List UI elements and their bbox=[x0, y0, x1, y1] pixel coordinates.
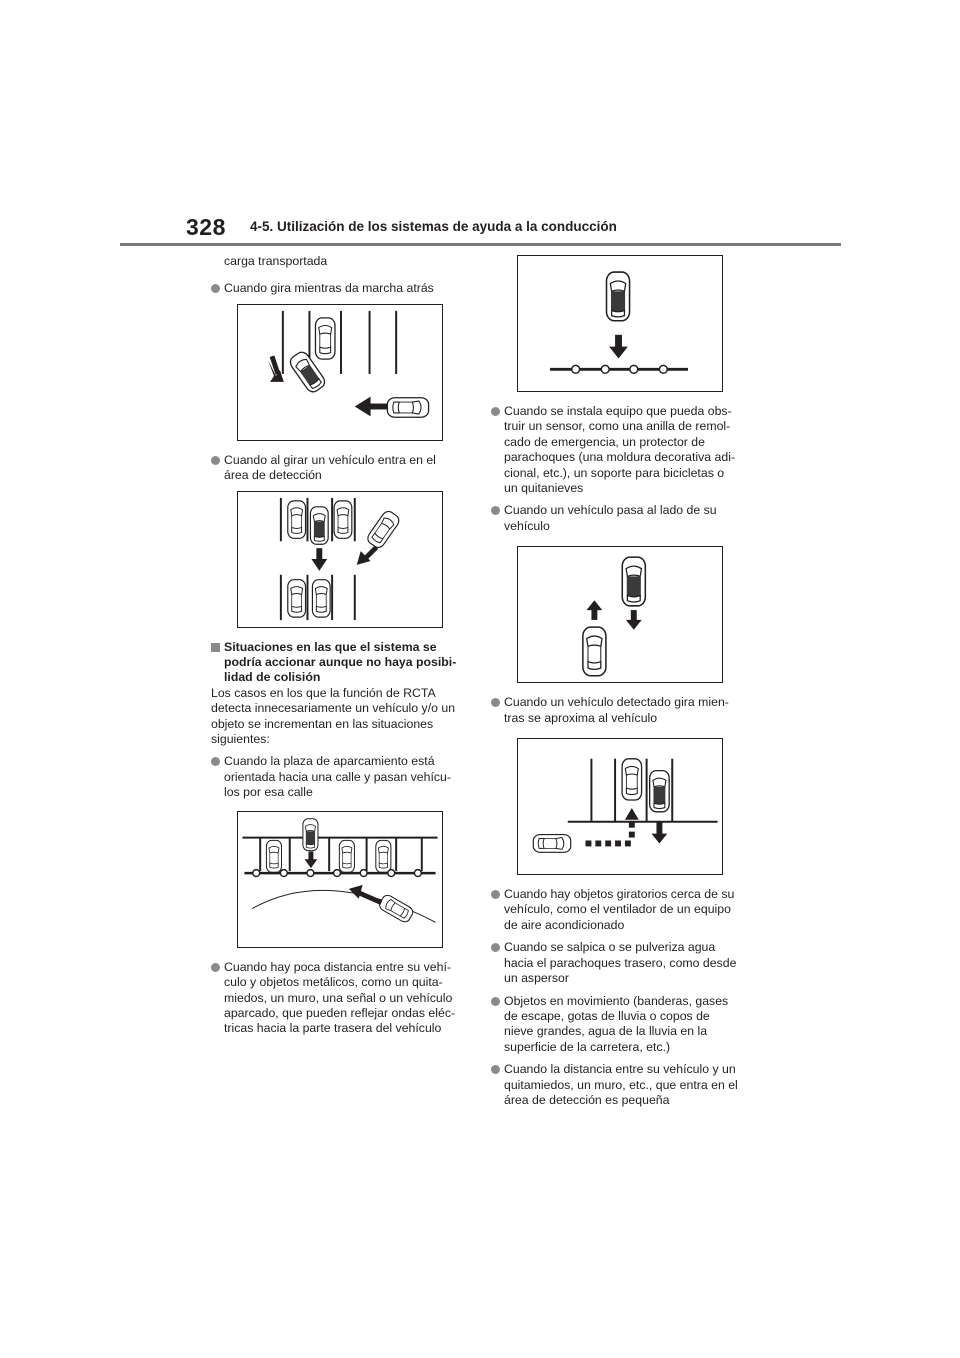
bullet-rotating bbox=[491, 887, 746, 902]
bullet-text: Cuando gira mientras da marcha atrás bbox=[224, 281, 434, 296]
bullet-dot-icon bbox=[491, 890, 500, 899]
figure-equipment bbox=[517, 255, 723, 392]
bullet-text-cont: un quitanieves bbox=[504, 481, 584, 496]
bullet-text-cont: área de detección bbox=[224, 468, 322, 483]
bullet-text-cont: miedos, un muro, una señal o un vehículo bbox=[224, 990, 453, 1005]
bullet-text: Cuando se instala equipo que pueda obs- bbox=[504, 404, 732, 418]
figure-turn-reverse bbox=[237, 304, 443, 441]
paragraph-line: detecta innecesariamente un vehículo y/o un bbox=[211, 701, 456, 716]
bullet-water bbox=[491, 940, 746, 955]
heading-square-icon bbox=[211, 643, 220, 652]
bullet-dot-icon bbox=[211, 284, 220, 293]
heading-false-activation bbox=[211, 640, 466, 655]
right-column bbox=[491, 255, 746, 1108]
bullet-equipment bbox=[491, 404, 746, 419]
section-title: 4-5. Utilización de los sistemas de ayuda a la conducción bbox=[250, 219, 617, 234]
bullet-text-cont: culo y objetos metálicos, como un quita- bbox=[224, 975, 443, 990]
bullet-text-cont: truir un sensor, como una anilla de remol- bbox=[504, 419, 731, 434]
bullet-text: Cuando al girar un vehículo entra en el bbox=[224, 452, 436, 467]
figure-turn-enter bbox=[237, 491, 443, 628]
bullet-text-cont: vehículo bbox=[504, 518, 550, 533]
figure-passing bbox=[517, 546, 723, 683]
bullet-text: Cuando un vehículo pasa al lado de su bbox=[504, 503, 717, 518]
bullet-turn-reverse bbox=[211, 281, 466, 296]
bullet-text-cont: tras se aproxima al vehículo bbox=[504, 710, 658, 725]
bullet-dot-icon bbox=[491, 997, 500, 1006]
bullet-passing bbox=[491, 503, 746, 518]
bullet-text-cont: área de detección es pequeña bbox=[504, 1092, 670, 1107]
bullet-text-cont: parachoques (una moldura decorativa adi- bbox=[504, 450, 736, 465]
page-number: 328 bbox=[186, 214, 226, 240]
bullet-text-cont: de aire acondicionado bbox=[504, 917, 625, 932]
bullet-text-cont: nieve grandes, agua de la lluvia en la bbox=[504, 1024, 708, 1039]
bullet-text: Cuando hay poca distancia entre su vehí- bbox=[224, 959, 451, 974]
paragraph-line: siguientes: bbox=[211, 732, 270, 747]
heading-text: Situaciones en las que el sistema se bbox=[224, 639, 437, 654]
bullet-parking-street bbox=[211, 754, 466, 769]
bullet-text: Objetos en movimiento (banderas, gases bbox=[504, 993, 729, 1008]
left-column bbox=[211, 254, 466, 1037]
bullet-turn-enter bbox=[211, 453, 466, 468]
bullet-dot-icon bbox=[211, 456, 220, 465]
bullet-text-cont: orientada hacia una calle y pasan vehícu- bbox=[224, 769, 451, 784]
bullet-text-cont: aparcado, que pueden reflejar ondas eléc- bbox=[224, 1005, 456, 1020]
bullet-text: Cuando un vehículo detectado gira mien- bbox=[504, 695, 729, 710]
intro-continuation: carga transportada bbox=[224, 254, 328, 268]
bullet-detected-turns bbox=[491, 695, 746, 710]
bullet-text: Cuando la plaza de aparcamiento está bbox=[224, 754, 435, 769]
paragraph-line: objeto se incrementan en las situaciones bbox=[211, 716, 434, 731]
bullet-text-cont: tricas hacia la parte trasera del vehículo bbox=[224, 1021, 442, 1036]
bullet-text-cont: quitamiedos, un muro, etc., que entra en el bbox=[504, 1077, 738, 1092]
bullet-dot-icon bbox=[491, 943, 500, 952]
bullet-moving-objects bbox=[491, 994, 746, 1009]
bullet-text-cont: hacia el parachoques trasero, como desde bbox=[504, 955, 737, 970]
bullet-text-cont: superficie de la carretera, etc.) bbox=[504, 1039, 671, 1054]
paragraph-line: Los casos en los que la función de RCTA bbox=[211, 685, 436, 700]
bullet-text-cont: cional, etc.), un soporte para bicicletas o bbox=[504, 465, 725, 480]
bullet-text: Cuando hay objetos giratorios cerca de su bbox=[504, 887, 735, 902]
bullet-short-distance bbox=[491, 1062, 746, 1077]
bullet-text-cont: vehículo, como el ventilador de un equipo bbox=[504, 902, 731, 917]
bullet-text-cont: cado de emergencia, un protector de bbox=[504, 434, 705, 449]
bullet-text-cont: los por esa calle bbox=[224, 785, 313, 800]
bullet-metal-objects bbox=[211, 960, 466, 975]
bullet-dot-icon bbox=[211, 757, 220, 766]
header-rule bbox=[120, 243, 841, 246]
bullet-text-cont: de escape, gotas de lluvia o copos de bbox=[504, 1008, 710, 1023]
bullet-text: Cuando la distancia entre su vehículo y un bbox=[504, 1062, 736, 1077]
heading-text-cont: podría accionar aunque no haya posibi- bbox=[224, 655, 457, 670]
bullet-dot-icon bbox=[491, 407, 500, 416]
bullet-text: Cuando se salpica o se pulveriza agua bbox=[504, 940, 716, 955]
bullet-text-cont: un aspersor bbox=[504, 971, 569, 986]
figure-parking-street bbox=[237, 811, 443, 948]
figure-detected-turns bbox=[517, 738, 723, 875]
bullet-dot-icon bbox=[491, 698, 500, 707]
bullet-dot-icon bbox=[491, 1065, 500, 1074]
heading-text-cont: lidad de colisión bbox=[224, 670, 321, 685]
bullet-dot-icon bbox=[491, 506, 500, 515]
bullet-dot-icon bbox=[211, 963, 220, 972]
